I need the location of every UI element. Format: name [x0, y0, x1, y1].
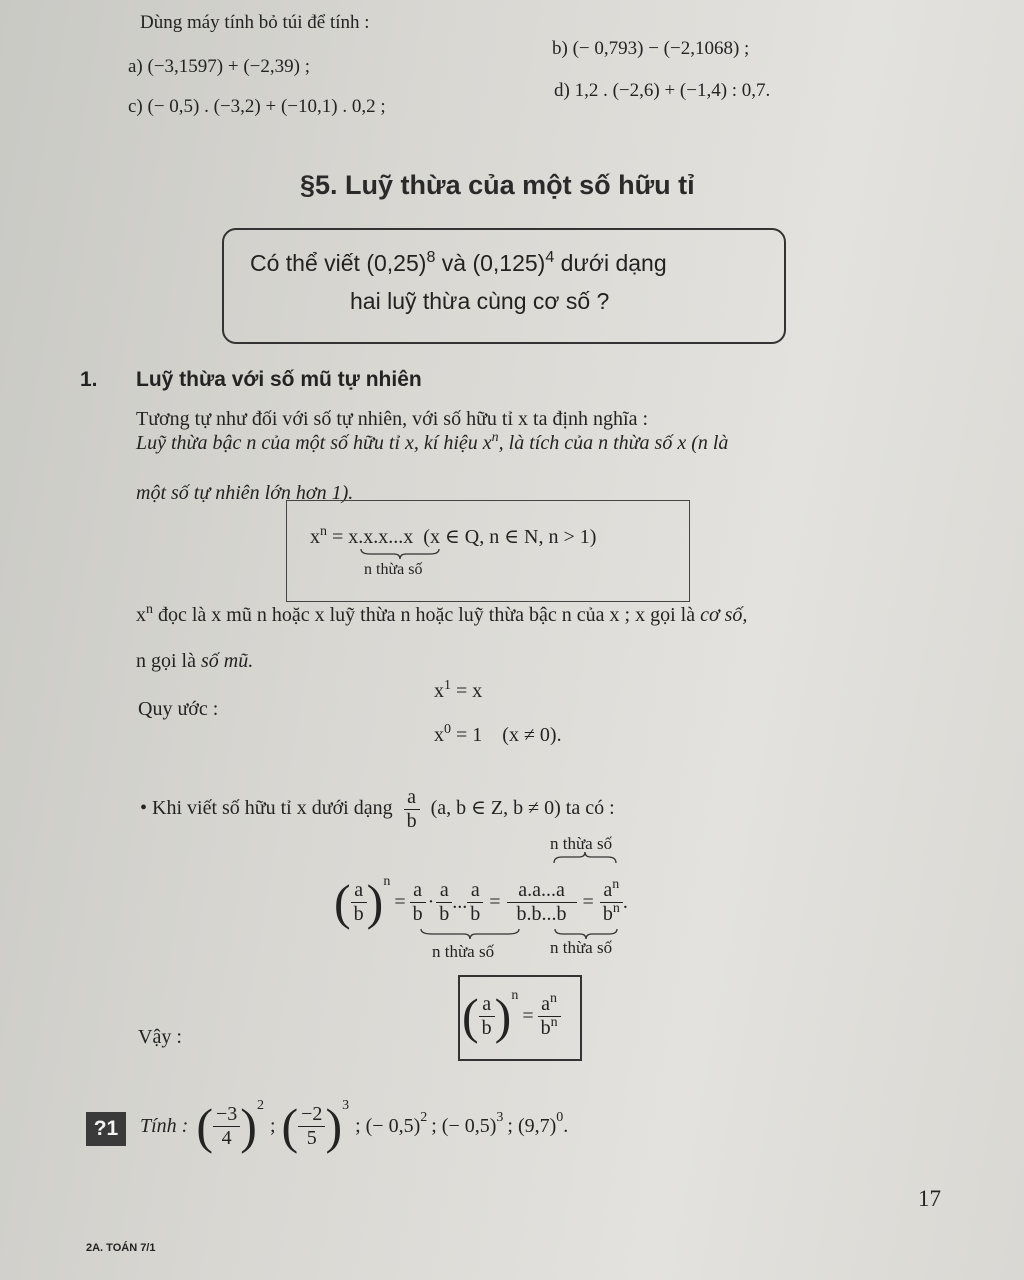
- expansion-factor-2: $\frac{a}{b}$: [436, 879, 452, 926]
- question-exp2: 4: [545, 248, 555, 267]
- result-formula: ( $\frac{a}{b}$ ) n = $\frac{a^n}{b^n}$: [462, 976, 561, 1056]
- conv1-base: x: [434, 680, 444, 702]
- page-number: 17: [918, 1186, 941, 1211]
- expansion-under-label-1: n thừa số: [432, 942, 495, 961]
- intro-question-line2: hai luỹ thừa cùng cơ số ?: [350, 288, 610, 314]
- conv2-rhs: = 1 (x ≠ 0).: [456, 724, 562, 746]
- bullet-frac-num: a: [404, 786, 420, 810]
- paren-open: (: [334, 874, 351, 930]
- expansion-base-num: a: [351, 879, 367, 903]
- convention-label: Quy ước :: [138, 698, 219, 720]
- conv2-exp: 0: [444, 722, 451, 738]
- definition-formula-box: [286, 500, 690, 602]
- result-base-frac: $\frac{a}{b}$: [479, 993, 495, 1040]
- paren-close: ): [366, 874, 384, 930]
- part-heading: Luỹ thừa với số mũ tự nhiên: [136, 368, 422, 391]
- reading-text-2: n gọi là: [136, 650, 201, 672]
- reading-line2: [136, 650, 253, 673]
- bullet-line: [140, 786, 615, 833]
- underbrace-icon: [360, 548, 440, 560]
- task-item-5: ; (9,7): [507, 1114, 557, 1137]
- definition-exp: n: [491, 430, 499, 446]
- section-title: §5. Luỹ thừa của một số hữu tỉ: [300, 170, 695, 200]
- definition-text: Luỹ thừa bậc n của một số hữu tỉ x, kí hiệu x: [136, 432, 492, 454]
- question-text-post: dưới dạng: [554, 250, 667, 276]
- formula-lhs: x: [310, 526, 320, 548]
- task-label: Tính :: [140, 1114, 189, 1137]
- formula-condition: (x ∈ Q, n ∈ N, n > 1): [423, 526, 597, 548]
- reading-base: x: [136, 604, 146, 626]
- result-rhs-frac: $\frac{a^n}{b^n}$: [538, 993, 561, 1040]
- question-base2: (0,125): [472, 250, 546, 276]
- expansion-exp: n: [383, 874, 391, 890]
- conv1-exp: 1: [444, 678, 451, 694]
- task-exp-2: 3: [342, 1098, 350, 1114]
- bullet-text-post: (a, b ∈ Z, b ≠ 0) ta có :: [430, 797, 615, 820]
- question-base1: (0,25): [366, 250, 427, 276]
- definition-formula: [310, 524, 596, 549]
- exercise-item-d: d) 1,2 . (−2,6) + (−1,4) : 0,7.: [554, 80, 771, 101]
- definition-line2: một số tự nhiên lớn hơn 1).: [136, 482, 354, 504]
- part-number: 1.: [80, 368, 98, 391]
- bullet-text: Khi viết số hữu tỉ x dưới dạng: [152, 797, 393, 820]
- expansion-result-frac: $\frac{a^n}{b^n}$: [600, 879, 623, 926]
- task-item-4: ; (− 0,5): [431, 1114, 497, 1137]
- task-line: Tính : ( $\frac{-3}{4}$ ) 2 ; ( $\frac{-2}{5}$ ) 3 ; (− 0,5) 2 ; (− 0,5) 3 ; (9,7) 0 .: [140, 1098, 569, 1154]
- reading-term-exponent: số mũ.: [201, 650, 254, 672]
- expansion-factor-1: $\frac{a}{b}$: [410, 879, 426, 926]
- task-exp-1: 2: [256, 1098, 264, 1114]
- expansion-factor-n: $\frac{a}{b}$: [467, 879, 483, 926]
- task-frac-1: $\frac{-3}{4}$: [213, 1103, 240, 1150]
- formula-product: x.x.x...x: [348, 526, 414, 548]
- definition-text-post: , là tích của n thừa số x (n là: [498, 432, 729, 454]
- reading-term-base: cơ số,: [700, 604, 748, 626]
- question-exp1: 8: [426, 248, 436, 267]
- bullet-fraction: [404, 786, 420, 833]
- conclusion-label: Vậy :: [138, 1026, 182, 1048]
- intro-question-line1: [250, 250, 667, 277]
- underbrace-icon-2: [420, 928, 520, 940]
- expansion-base-frac: [351, 879, 367, 926]
- intro-question-box: [222, 228, 786, 344]
- expansion-under-label-2: n thừa số: [550, 938, 613, 957]
- task-badge: ?1: [86, 1112, 126, 1146]
- expansion-top-label: n thừa số: [550, 834, 613, 853]
- bullet-frac-den: b: [406, 810, 417, 832]
- bullet-icon: •: [140, 797, 148, 820]
- definition-line1: [136, 432, 728, 455]
- formula-under-label: n thừa số: [364, 561, 423, 578]
- part-intro: Tương tự như đối với số tự nhiên, với số hữu tỉ x ta định nghĩa :: [136, 408, 649, 430]
- question-text-mid: và: [435, 250, 473, 276]
- expansion-den-product: b.b...b: [516, 902, 567, 925]
- expansion-product-frac: [507, 879, 577, 926]
- task-item-3: ; (− 0,5): [355, 1114, 421, 1137]
- formula-exp: n: [320, 524, 327, 540]
- conv2-base: x: [434, 724, 444, 746]
- reading-exp: n: [146, 602, 153, 618]
- convention-1: [434, 680, 482, 703]
- question-text-pre: Có thể viết: [250, 250, 367, 276]
- expansion-formula: ( $\frac{a}{b}$ ) n = $\frac{a}{b}$ · $\frac{a}{b}$ ... $\frac{a}{b}$ = $\frac{a.a...a}{b.b...b}$ = $\frac{a^n}{b^n}$ .: [334, 874, 628, 930]
- formula-eq: =: [332, 526, 344, 548]
- task-frac-2: $\frac{-2}{5}$: [298, 1103, 325, 1150]
- exercise-item-a: a) (−3,1597) + (−2,39) ;: [128, 56, 310, 77]
- exercise-item-c: c) (− 0,5) . (−3,2) + (−10,1) . 0,2 ;: [128, 96, 386, 117]
- convention-2: [434, 724, 562, 747]
- expansion-base-den: b: [353, 902, 364, 925]
- book-code: 2A. TOÁN 7/1: [86, 1242, 156, 1254]
- conv1-rhs: = x: [456, 680, 483, 702]
- expansion-dots: ...: [452, 890, 468, 913]
- exercise-item-b: b) (− 0,793) − (−2,1068) ;: [552, 38, 750, 59]
- reading-line1: [136, 604, 747, 627]
- reading-text: đọc là x mũ n hoặc x luỹ thừa n hoặc luỹ thừa bậc n của x ; x gọi là: [153, 604, 701, 626]
- exercise-intro: Dùng máy tính bỏ túi để tính :: [140, 12, 370, 33]
- expansion-num-product: a.a...a: [507, 879, 577, 903]
